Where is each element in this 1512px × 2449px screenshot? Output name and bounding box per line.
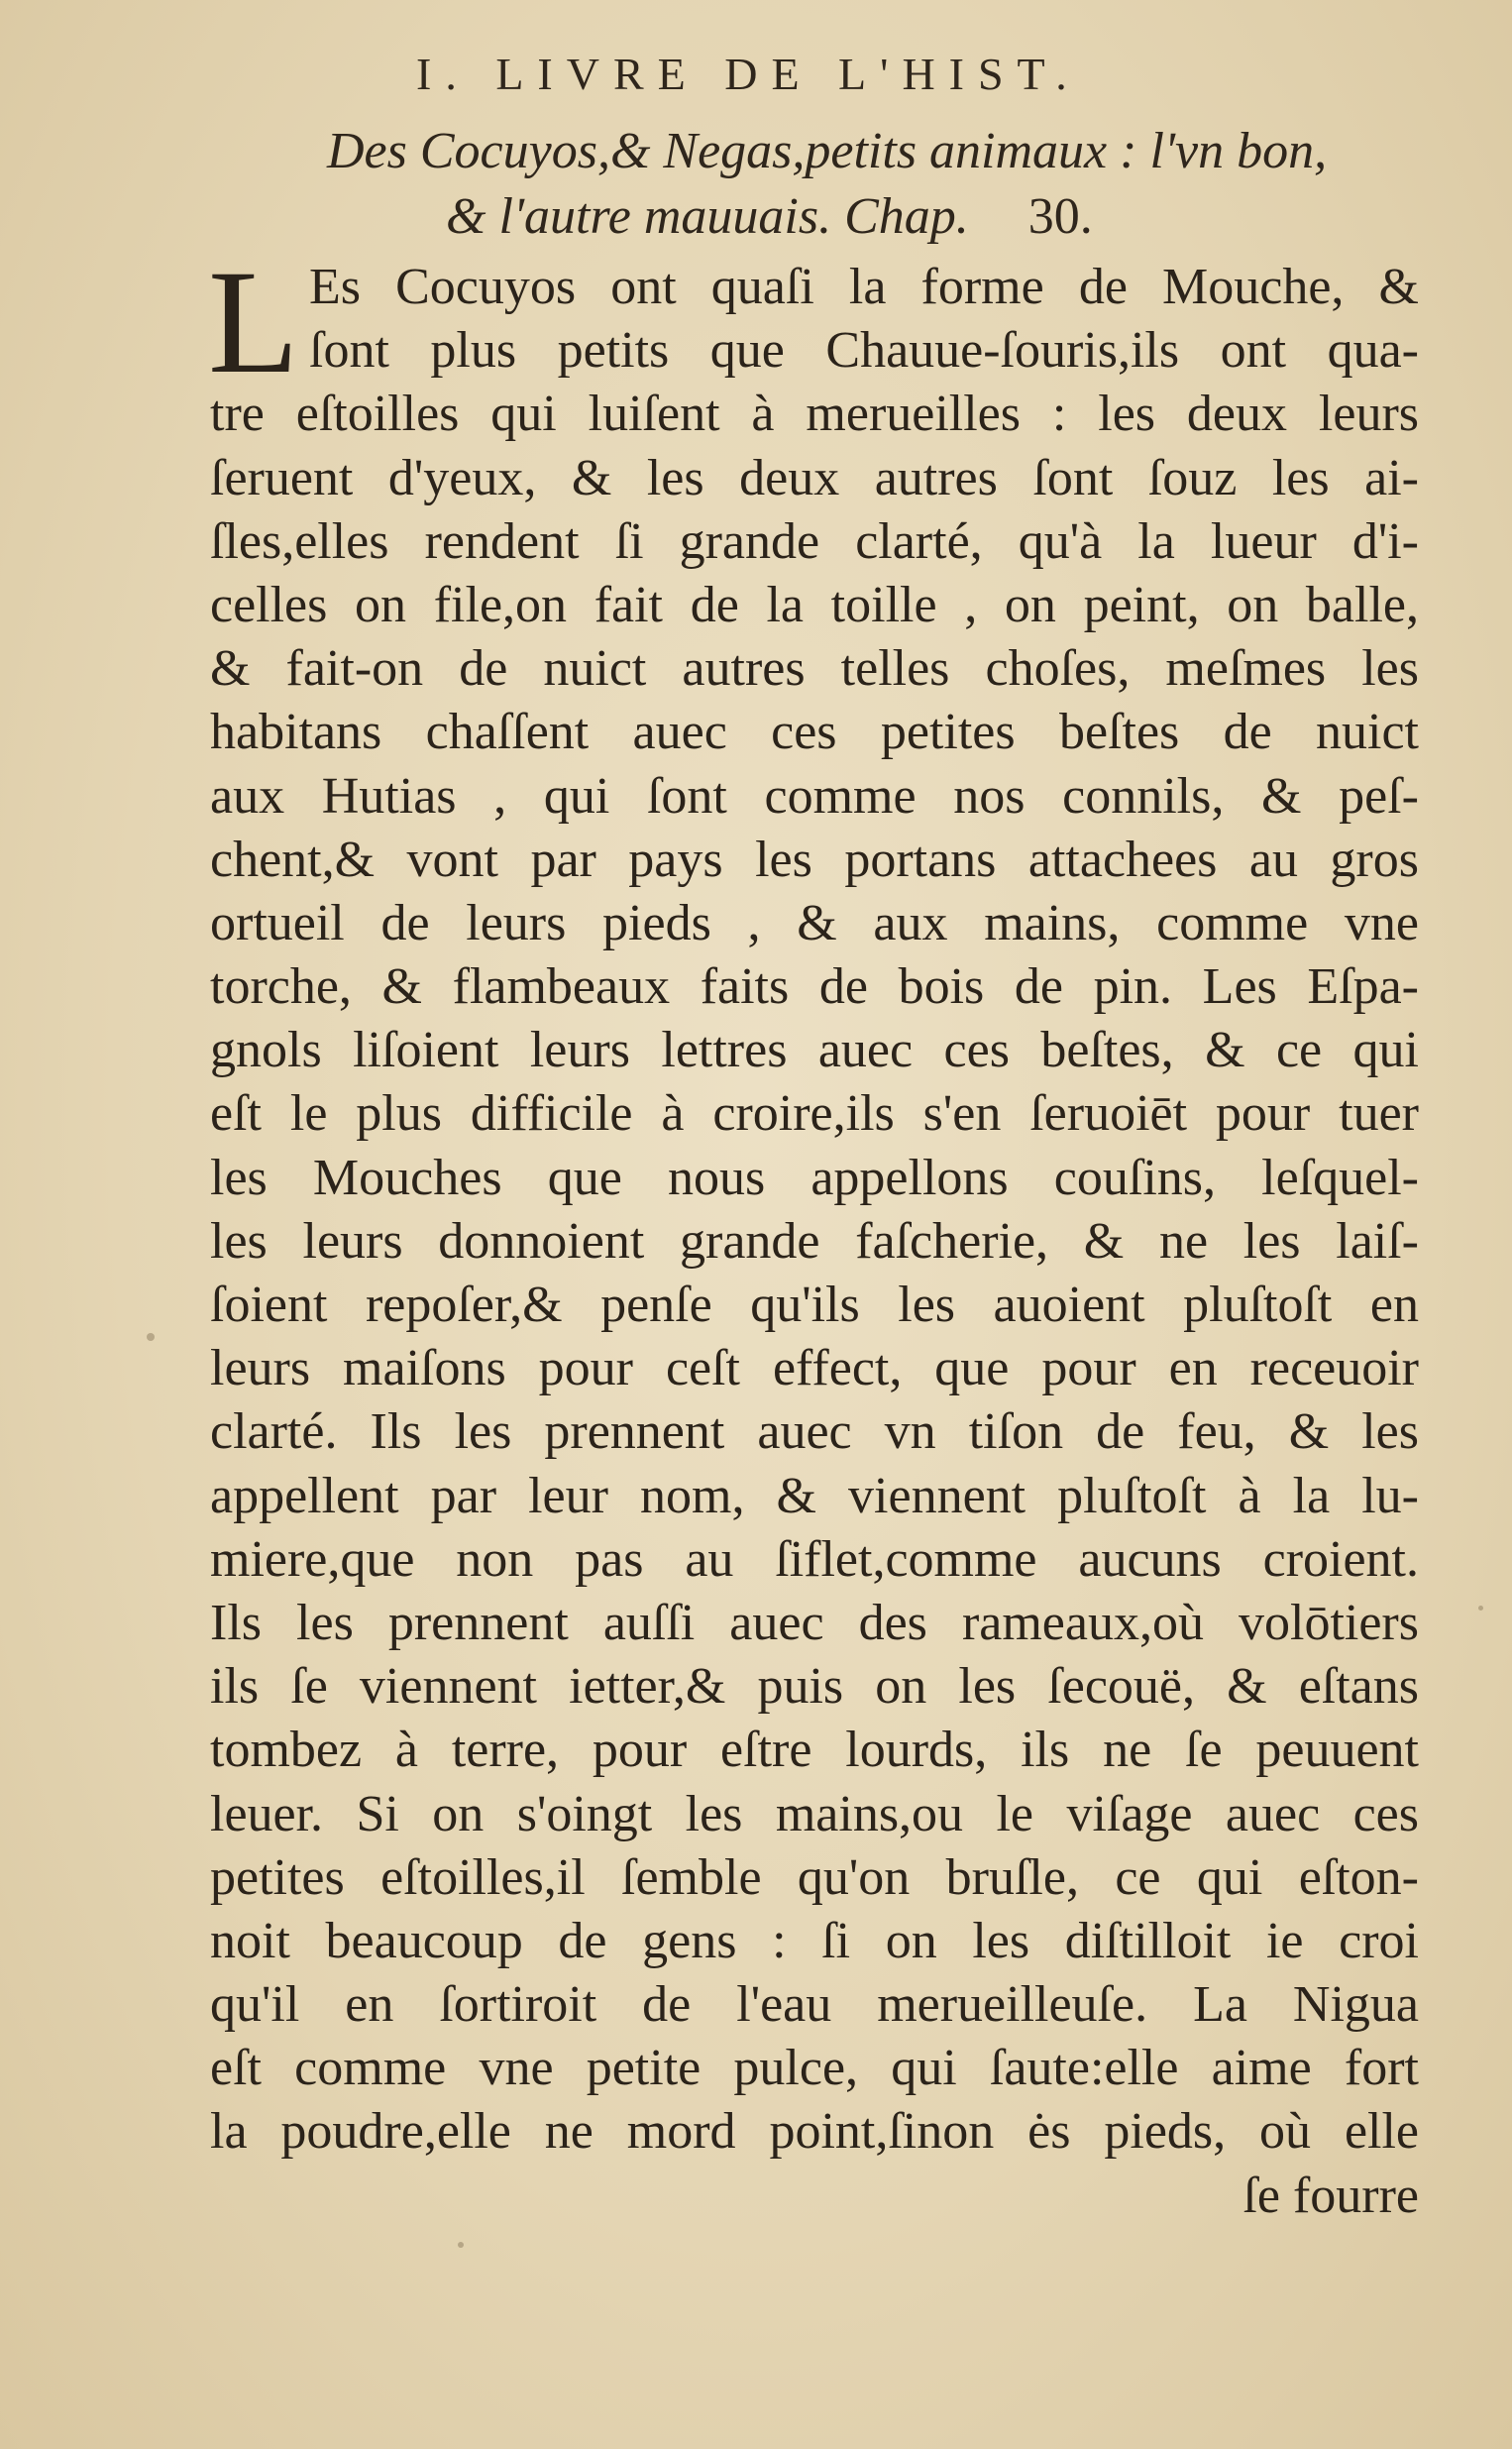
body-text <box>210 256 1419 2228</box>
text-line: tombez à terre, pour eſtre lourds, ils ne ſe peuuent <box>210 1722 1419 1779</box>
text-line: eſt le plus difficile à croire,ils s'en ſeruoiēt pour tuer <box>210 1085 1419 1143</box>
text-line: ſles,elles rendent ſi grande clarté, qu'à la lueur d'i- <box>210 512 1419 570</box>
text-line: & fait-on de nuict autres telles choſes, meſmes les <box>210 640 1419 698</box>
text-line: chent,& vont par pays les portans attachees au gros <box>210 831 1419 888</box>
text-line: leurs maiſons pour ceſt effect, que pour en receuoir <box>210 1340 1419 1397</box>
text-line: ſoient repoſer,& penſe qu'ils les auoient pluſtoſt en <box>210 1277 1419 1333</box>
text-line: appellent par leur nom, & viennent pluſtoſt à la lu- <box>210 1467 1419 1524</box>
text-line: noit beaucoup de gens : ſi on les diſtilloit ie croi <box>210 1912 1419 1969</box>
chapter-title-line1: Des Cocuyos,& Negas,petits animaux : l'vn bon, <box>327 123 1328 179</box>
text-line: la poudre,elle ne mord point,ſinon ės pieds, où elle <box>210 2103 1419 2161</box>
catchword: ſe fourre <box>1242 2167 1419 2224</box>
text-line: habitans chaſſent auec ces petites beſtes de nuict <box>210 704 1419 761</box>
chapter-title <box>327 119 1338 250</box>
drop-cap: L <box>208 240 299 404</box>
chapter-title-line2: & l'autre mauuais. Chap. <box>446 188 969 245</box>
chapter-title-line2-wrap <box>327 184 1338 250</box>
text-line: petites eſtoilles,il ſemble qu'on bruſle, ce qui eſton- <box>210 1848 1419 1906</box>
text-line: ſont plus petits que Chauue-ſouris,ils ont qua- <box>309 322 1419 380</box>
paper-speck <box>1478 1606 1483 1611</box>
text-line: Es Cocuyos ont quaſi la forme de Mouche, & <box>309 259 1419 315</box>
chapter-number: 30. <box>1027 188 1093 245</box>
text-line: ſeruent d'yeux, & les deux autres ſont ſouz les ai- <box>210 449 1419 506</box>
text-line: aux Hutias , qui ſont comme nos connils, & peſ- <box>210 767 1419 825</box>
text-line: eſt comme vne petite pulce, qui ſaute:elle aime fort <box>210 2040 1419 2097</box>
text-line: clarté. Ils les prennent auec vn tiſon de feu, & les <box>210 1403 1419 1461</box>
text-line: gnols liſoient leurs lettres auec ces beſtes, & ce qui <box>210 1022 1419 1079</box>
text-line: miere,que non pas au ſiflet,comme aucuns croient. <box>210 1530 1419 1588</box>
text-line: ortueil de leurs pieds , & aux mains, comme vne <box>210 894 1419 951</box>
text-line: les leurs donnoient grande faſcherie, & ne les laiſ- <box>210 1212 1419 1270</box>
paper-speck <box>147 1333 155 1341</box>
text-line: tre eſtoilles qui luiſent à merueilles : les deux leurs <box>210 386 1419 443</box>
text-line: Ils les prennent auſſi auec des rameaux,où volōtiers <box>210 1594 1419 1651</box>
text-line: leuer. Si on s'oingt les mains,ou le viſage auec ces <box>210 1785 1419 1842</box>
text-line: ils ſe viennent ietter,& puis on les ſecouë, & eſtans <box>210 1658 1419 1716</box>
text-line: celles on file,on fait de la toille , on peint, on balle, <box>210 576 1419 633</box>
text-line: les Mouches que nous appellons couſins, leſquel- <box>210 1149 1419 1206</box>
running-head: I. LIVRE DE L'HIST. <box>416 49 1081 99</box>
text-line: qu'il en ſortiroit de l'eau merueilleuſe. La Nigua <box>210 1976 1419 2034</box>
text-line: torche, & flambeaux faits de bois de pin. Les Eſpa- <box>210 958 1419 1016</box>
paper-speck <box>458 2242 464 2248</box>
